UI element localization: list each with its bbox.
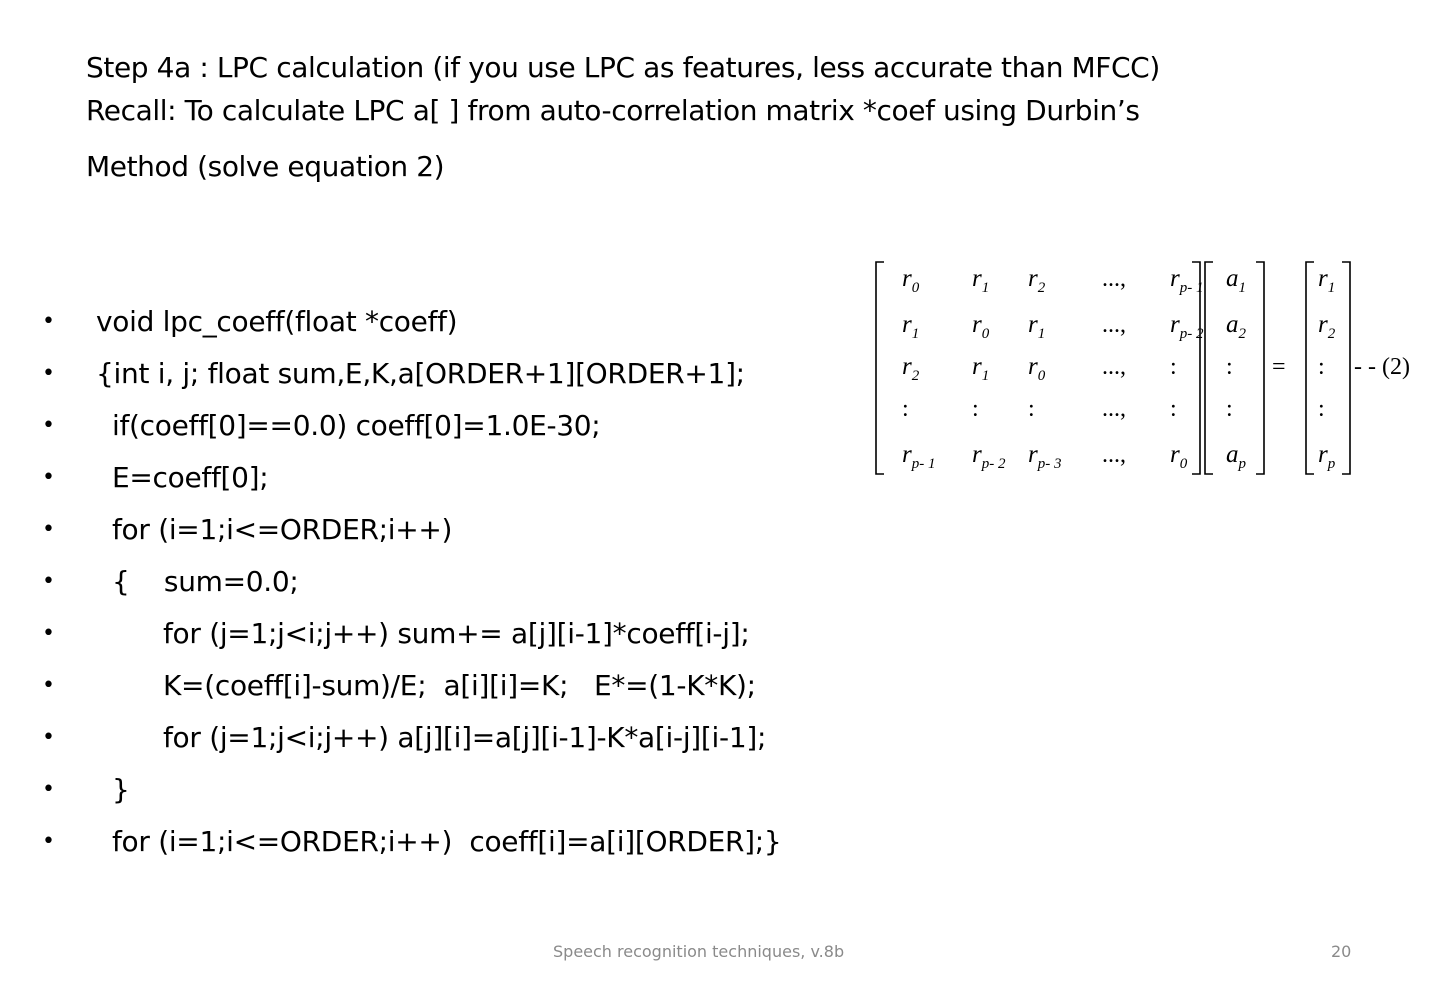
code-line: void lpc_coeff(float *coeff): [96, 305, 458, 338]
r-vector-left-bracket-icon: [1306, 262, 1314, 474]
bullet-icon: •: [42, 465, 55, 490]
list-item: [0, 400, 781, 452]
bullet-icon: •: [42, 621, 55, 646]
bullet-icon: •: [42, 673, 55, 698]
a-vector-cell: :: [1226, 354, 1233, 380]
r-vector-cell: :: [1318, 354, 1325, 380]
code-bullet-list: [0, 296, 781, 868]
list-item: [0, 452, 781, 504]
matrix-cell: :: [1170, 396, 1177, 422]
autocorrelation-equation: [870, 258, 1436, 480]
a-vector-cell: ap: [1226, 441, 1246, 472]
matrix-cell: rp- 2: [972, 441, 1006, 472]
bullet-icon: •: [42, 309, 55, 334]
matrix-cell: r0: [1028, 353, 1046, 384]
matrix-left-bracket-icon: [876, 262, 884, 474]
code-line: E=coeff[0];: [112, 461, 269, 494]
title-line-1: Step 4a : LPC calculation (if you use LPC as features, less accurate than MFCC): [86, 51, 1160, 84]
bullet-icon: •: [42, 413, 55, 438]
r-vector-cell: rp: [1318, 441, 1336, 472]
bullet-icon: •: [42, 361, 55, 386]
matrix-cell: rp- 2: [1170, 311, 1204, 342]
title-line-2: Recall: To calculate LPC a[ ] from auto-correlation matrix *coef using Durbin’s: [86, 94, 1140, 127]
code-line: for (i=1;i<=ORDER;i++) coeff[i]=a[i][ORDER];}: [112, 825, 782, 858]
a-vector-cell: a2: [1226, 311, 1246, 342]
code-line: K=(coeff[i]-sum)/E; a[i][i]=K; E*=(1-K*K);: [163, 669, 756, 702]
slide-title: [86, 51, 1346, 193]
list-item: [0, 608, 781, 660]
a-vector-cell: :: [1226, 396, 1233, 422]
matrix-cell: rp- 1: [1170, 265, 1204, 296]
r-vector-cell: :: [1318, 396, 1325, 422]
r-vector-cell: r2: [1318, 311, 1336, 342]
matrix-cell: r1: [1028, 311, 1046, 342]
bullet-icon: •: [42, 517, 55, 542]
matrix-cell: r0: [902, 265, 920, 296]
bullet-icon: •: [42, 569, 55, 594]
bullet-icon: •: [42, 829, 55, 854]
matrix-cell: r0: [1170, 441, 1188, 472]
code-line: { sum=0.0;: [112, 565, 299, 598]
list-item: [0, 660, 781, 712]
title-line-3: Method (solve equation 2): [86, 150, 445, 183]
matrix-cell: :: [1170, 354, 1177, 380]
matrix-cell: :: [1028, 396, 1035, 422]
matrix-cell: rp- 3: [1028, 441, 1062, 472]
code-line: }: [112, 773, 130, 806]
matrix-cell: r1: [972, 353, 990, 384]
list-item: [0, 296, 781, 348]
r-vector-right-bracket-icon: [1342, 262, 1350, 474]
matrix-cell: ...,: [1102, 396, 1126, 422]
matrix-cell: :: [972, 396, 979, 422]
matrix-cell: r1: [902, 311, 920, 342]
list-item: [0, 556, 781, 608]
list-item: [0, 348, 781, 400]
matrix-cell: ...,: [1102, 312, 1126, 338]
list-item: [0, 712, 781, 764]
bullet-icon: •: [42, 777, 55, 802]
matrix-cell: rp- 1: [902, 441, 936, 472]
list-item: [0, 764, 781, 816]
code-line: for (j=1;j<i;j++) sum+= a[j][i-1]*coeff[i-j];: [163, 617, 750, 650]
a-vector-left-bracket-icon: [1205, 262, 1213, 474]
matrix-cell: r2: [1028, 265, 1046, 296]
page-number: 20: [1331, 942, 1352, 961]
list-item: [0, 504, 781, 556]
a-vector-right-bracket-icon: [1256, 262, 1264, 474]
bullet-icon: •: [42, 725, 55, 750]
equation-label: - - (2): [1354, 354, 1410, 380]
matrix-cell: ...,: [1102, 442, 1126, 468]
r-vector-cell: r1: [1318, 265, 1336, 296]
footer-text: Speech recognition techniques, v.8b: [553, 942, 845, 961]
matrix-cell: ...,: [1102, 266, 1126, 292]
code-line: for (j=1;j<i;j++) a[j][i]=a[j][i-1]-K*a[i-j][i-1];: [163, 721, 767, 754]
list-item: [0, 816, 781, 868]
matrix-cell: :: [902, 396, 909, 422]
matrix-cell: r1: [972, 265, 990, 296]
matrix-cell: ...,: [1102, 354, 1126, 380]
a-vector-cell: a1: [1226, 265, 1246, 296]
equation-svg: [870, 258, 1436, 480]
equals-sign: =: [1272, 354, 1286, 380]
code-line: {int i, j; float sum,E,K,a[ORDER+1][ORDER+1];: [96, 357, 745, 390]
code-line: for (i=1;i<=ORDER;i++): [112, 513, 453, 546]
matrix-cell: r0: [972, 311, 990, 342]
code-line: if(coeff[0]==0.0) coeff[0]=1.0E-30;: [112, 409, 601, 442]
matrix-cell: r2: [902, 353, 920, 384]
